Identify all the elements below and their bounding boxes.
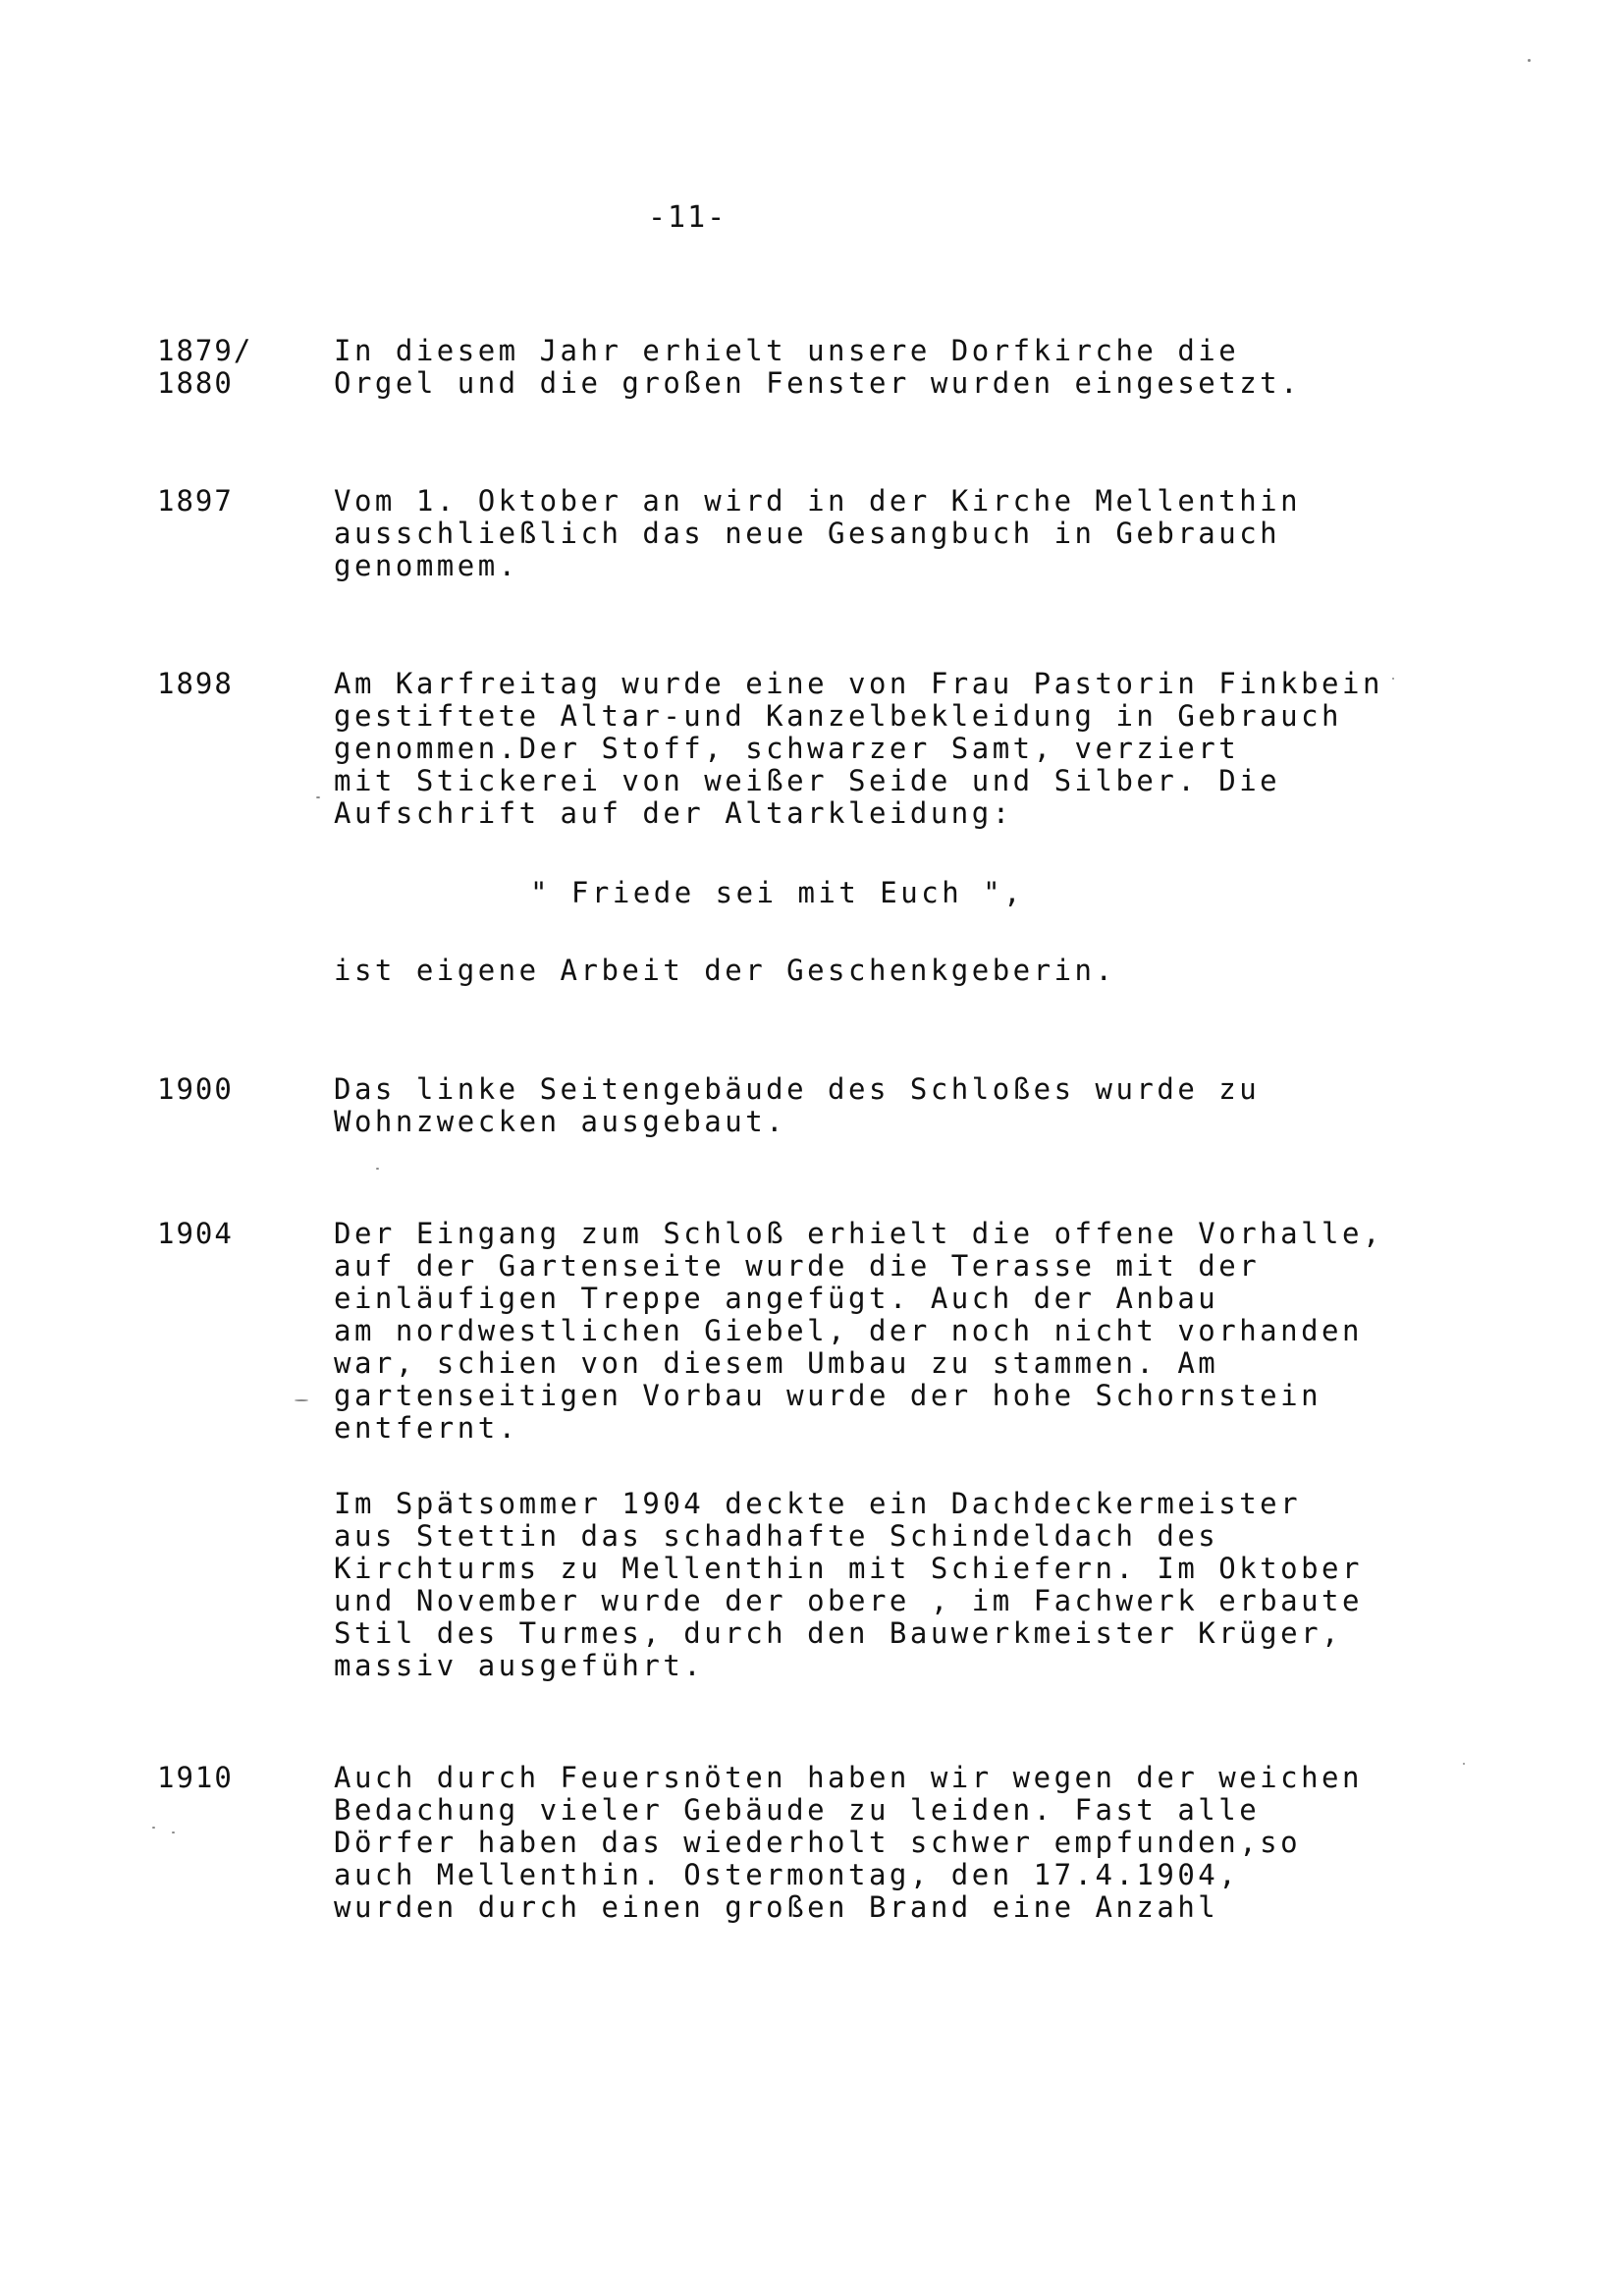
scan-speck	[376, 1168, 379, 1170]
entry-closing-text: ist eigene Arbeit der Geschenkgeberin.	[334, 954, 1116, 987]
scan-speck	[316, 796, 320, 798]
scan-speck	[152, 1827, 155, 1829]
entry-text: Vom 1. Oktober an wird in der Kirche Mellenthin ausschließlich das neue Gesangbuch in Gebrauch genommem.	[334, 484, 1302, 582]
scan-speck	[295, 1399, 308, 1401]
scan-speck	[1392, 678, 1394, 680]
entry-text-continued: Im Spätsommer 1904 deckte ein Dachdeckermeister aus Stettin das schadhafte Schindeldach des Kirchturms zu Mellenthin mit Schiefern. Im Oktober und November wurde der obere , im Fachwerk erbaute Stil des Turmes, durch den Bauwerkmeister Krüger, massiv ausgeführt.	[334, 1487, 1363, 1682]
altar-inscription-quote: " Friede sei mit Euch ",	[530, 876, 1025, 909]
scan-speck	[1463, 1763, 1465, 1765]
entry-year: 1904	[157, 1217, 234, 1250]
entry-year: 1910	[157, 1761, 234, 1794]
scan-speck	[1528, 59, 1531, 62]
entry-text: Auch durch Feuersnöten haben wir wegen der weichen Bedachung vieler Gebäude zu leiden. Fast alle Dörfer haben das wiederholt schwer empfunden,so auch Mellenthin. Ostermontag, den 17.4.1904, wurden durch einen großen Brand eine Anzahl	[334, 1761, 1363, 1924]
entry-text: Am Karfreitag wurde eine von Frau Pastorin Finkbein gestiftete Altar-und Kanzelbekleidung in Gebrauch genommen.Der Stoff, schwarzer Samt, verziert mit Stickerei von weißer Seide und Silber. Die Aufschrift auf der Altarkleidung:	[334, 667, 1383, 830]
entry-year: 1900	[157, 1072, 234, 1106]
entry-year: 1897	[157, 484, 234, 518]
page-number: -11-	[648, 200, 728, 235]
entry-text: In diesem Jahr erhielt unsere Dorfkirche die Orgel und die großen Fenster wurden eingesetzt.	[334, 334, 1302, 400]
entry-text: Das linke Seitengebäude des Schloßes wurde zu Wohnzwecken ausgebaut.	[334, 1072, 1261, 1138]
entry-year: 1879/ 1880	[157, 334, 253, 400]
entry-year: 1898	[157, 667, 234, 700]
entry-text: Der Eingang zum Schloß erhielt die offene Vorhalle, auf der Gartenseite wurde die Terasse mit der einläufigen Treppe angefügt. Auch der Anbau am nordwestlichen Giebel, der noch nicht vorhanden war, schien von diesem Umbau zu stammen. Am gartenseitigen Vorbau wurde der hohe Schornstein entfernt.	[334, 1217, 1383, 1445]
scan-speck	[172, 1831, 175, 1833]
